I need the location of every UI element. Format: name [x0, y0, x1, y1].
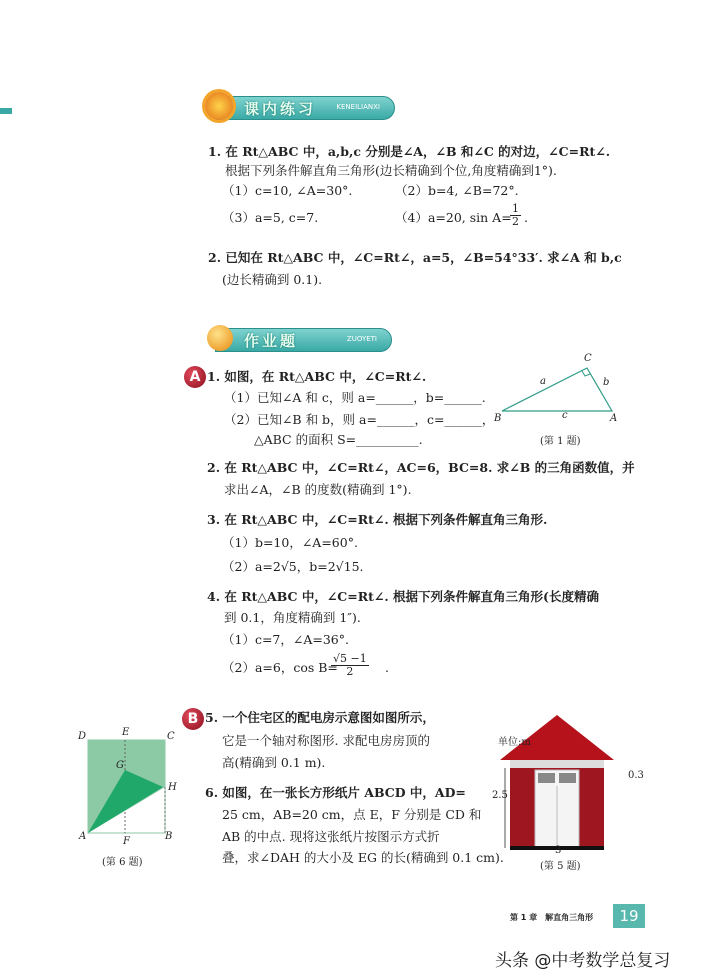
exercise-line: 到 0.1，角度精确到 1″). — [224, 610, 361, 625]
side-label: c — [562, 410, 568, 421]
exercise-line: 5. 一个住宅区的配电房示意图如图所示， — [205, 710, 435, 725]
vertex-label: H — [168, 782, 177, 793]
exercise-line: （2）已知∠B 和 b，则 a=______，c=______， — [224, 412, 495, 427]
exercise-line: 求出∠A，∠B 的度数(精确到 1°). — [224, 482, 412, 497]
exercise-line: 高(精确到 0.1 m). — [222, 755, 326, 770]
orange-icon — [207, 325, 233, 351]
fraction-numerator: √5 −1 — [333, 652, 367, 665]
window — [538, 773, 555, 783]
figure-caption: (第 1 题) — [540, 436, 581, 447]
vertex-label: B — [165, 831, 173, 842]
exercise-line: △ABC 的面积 S=__________. — [254, 432, 423, 447]
window — [559, 773, 576, 783]
vertex-label: C — [584, 353, 592, 364]
width-label: 3 — [555, 845, 562, 856]
vertex-label: B — [494, 413, 502, 424]
fraction — [331, 653, 369, 678]
exercise-line: （1）b=10，∠A=60°. — [222, 535, 358, 550]
eave-label: 0.3 — [628, 770, 644, 781]
edge-tab — [0, 108, 12, 114]
level-b-badge: B — [182, 708, 204, 730]
exercise-line: 6. 如图，在一张长方形纸片 ABCD 中，AD= — [205, 785, 466, 800]
exercise-line: 3. 在 Rt△ABC 中，∠C=Rt∠. 根据下列条件解直角三角形. — [207, 512, 548, 527]
exercise-line: (边长精确到 0.1). — [222, 272, 323, 287]
side-label: b — [603, 377, 610, 388]
vertex-label: C — [167, 731, 175, 742]
vertex-label: E — [122, 727, 130, 738]
figure-caption: (第 6 题) — [102, 857, 143, 868]
page-number: 19 — [613, 904, 645, 928]
fraction-numerator: 1 — [512, 202, 519, 215]
period: . — [385, 660, 389, 675]
exercise-line: （1）已知∠A 和 c，则 a=______，b=______. — [224, 390, 486, 405]
fraction-denominator: 2 — [346, 665, 354, 678]
banner-pinyin: ZUOYETI — [346, 335, 377, 343]
watermark: 头条 @中考数学总复习 — [495, 951, 671, 971]
exercise-line: （2）a=2√5，b=2√15. — [222, 559, 364, 574]
level-a-badge: A — [184, 366, 206, 388]
exercise-line: （1）c=7，∠A=36°. — [222, 632, 349, 647]
exercise-line: 它是一个轴对称图形. 求配电房房顶的 — [222, 733, 430, 748]
vertex-label: A — [79, 831, 87, 842]
vertex-label: D — [78, 731, 87, 742]
exercise-line: 叠，求∠DAH 的大小及 EG 的长(精确到 0.1 cm). — [222, 850, 504, 865]
period: . — [524, 210, 528, 225]
vertex-label: F — [123, 836, 130, 847]
exercise-line: 根据下列条件解直角三角形(边长精确到个位,角度精确到1°). — [225, 163, 557, 178]
chapter-label: 第 1 章 解直角三角形 — [510, 913, 594, 922]
exercise-line: （2）a=6，cos B= — [222, 660, 338, 675]
fraction-denominator: 2 — [512, 215, 519, 228]
figure-6-folded-paper — [80, 735, 180, 840]
fraction — [510, 203, 521, 228]
exercise-line: 4. 在 Rt△ABC 中，∠C=Rt∠. 根据下列条件解直角三角形(长度精确 — [207, 589, 599, 604]
banner-pinyin: KENEILIANXI — [336, 103, 380, 111]
exercise-line: （2）b=4, ∠B=72°. — [395, 183, 519, 198]
sun-icon — [205, 92, 233, 120]
figure-caption: (第 5 题) — [540, 861, 581, 872]
exercise-line: （3）a=5, c=7. — [222, 210, 319, 225]
vertex-label: A — [610, 413, 618, 424]
side-label: a — [540, 376, 546, 387]
vertex-label: G — [116, 760, 124, 771]
exercise-line: 25 cm，AB=20 cm，点 E，F 分别是 CD 和 — [222, 807, 482, 822]
banner-title: 作业题 — [244, 332, 299, 350]
figure-1-triangle — [490, 355, 625, 425]
exercise-line: 1. 如图，在 Rt△ABC 中，∠C=Rt∠. — [207, 369, 427, 384]
unit-label: 单位:m — [498, 737, 531, 748]
banner-title: 课内练习 — [244, 100, 317, 118]
section-banner-practice — [215, 96, 395, 120]
exercise-line: AB 的中点. 现将这张纸片按图示方式折 — [222, 829, 440, 844]
exercise-line: 2. 已知在 Rt△ABC 中，∠C=Rt∠，a=5，∠B=54°33′. 求∠A 和 b,c — [208, 250, 622, 265]
height-label: 2.5 — [492, 790, 508, 801]
exercise-line: （1）c=10, ∠A=30°. — [222, 183, 353, 198]
section-banner-homework — [215, 328, 392, 352]
eave — [510, 760, 604, 768]
exercise-line: 2. 在 Rt△ABC 中，∠C=Rt∠，AC=6，BC=8. 求∠B 的三角函数值，并 — [207, 460, 635, 475]
triangle — [502, 368, 612, 411]
exercise-line: （4）a=20, sin A= — [395, 210, 512, 225]
exercise-line: 1. 在 Rt△ABC 中，a,b,c 分别是∠A，∠B 和∠C 的对边，∠C=Rt∠. — [208, 144, 611, 159]
